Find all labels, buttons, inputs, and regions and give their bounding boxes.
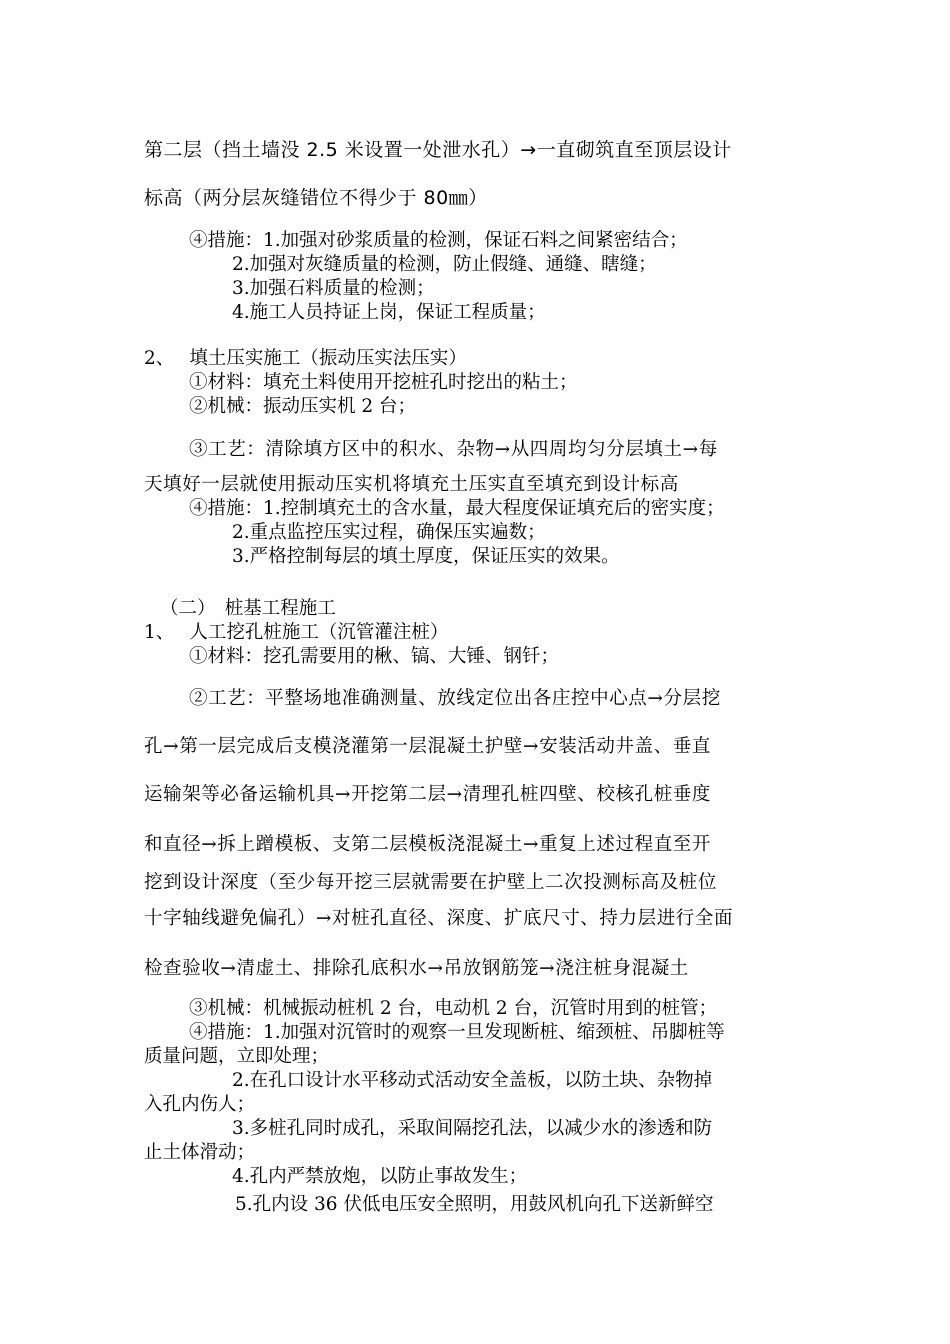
text-line: 4.孔内严禁放炮，以防止事故发生； — [232, 1166, 528, 1187]
text-line: 2.重点监控压实过程，确保压实遍数； — [232, 522, 546, 543]
text-line: 3.加强石料质量的检测； — [232, 278, 435, 299]
text-line: 质量问题，立即处理； — [144, 1046, 330, 1067]
text-line: 5.孔内设 36 伏低电压安全照明，用鼓风机向孔下送新鲜空 — [235, 1194, 714, 1215]
text-line: ④措施：1.加强对沉管时的观察一旦发现断桩、缩颈桩、吊脚桩等 — [189, 1022, 725, 1043]
text-line: 天填好一层就使用振动压实机将填充土压实直至填充到设计标高 — [144, 474, 679, 495]
text-line: ②机械：振动压实机 2 台； — [189, 396, 417, 417]
text-line: 第二层（挡土墙没 2.5 米设置一处泄水孔）→一直砌筑直至顶层设计 — [144, 139, 732, 161]
text-line: 十字轴线避免偏孔）→对桩孔直径、深度、扩底尺寸、持力层进行全面 — [144, 908, 734, 929]
text-line: ③机械：机械振动桩机 2 台，电动机 2 台，沉管时用到的桩管； — [189, 998, 718, 1019]
text-line: 运输架等必备运输机具→开挖第二层→清理孔桩四壁、校核孔桩垂度 — [144, 784, 712, 805]
text-line: ③工艺：清除填方区中的积水、杂物→从四周均匀分层填土→每 — [189, 439, 718, 460]
text-line: ④措施：1.加强对砂浆质量的检测，保证石料之间紧密结合； — [189, 230, 688, 251]
text-line: 检查验收→清虚土、排除孔底积水→吊放钢筋笼→浇注桩身混凝土 — [144, 958, 689, 979]
section-heading: 1、 人工挖孔桩施工（沉管灌注桩） — [144, 622, 449, 643]
text-line: 4.施工人员持证上岗，保证工程质量； — [232, 302, 546, 323]
text-line: ①材料：挖孔需要用的楸、镐、大锤、钢钎； — [189, 646, 560, 667]
text-line: 挖到设计深度（至少每开挖三层就需要在护壁上二次投测标高及桩位 — [144, 872, 718, 893]
text-line: 3.多桩孔同时成孔，采取间隔挖孔法，以减少水的渗透和防 — [232, 1118, 713, 1139]
section-heading: （二） 桩基工程施工 — [160, 598, 336, 619]
text-line: 2.在孔口设计水平移动式活动安全盖板，以防土块、杂物掉 — [232, 1070, 713, 1091]
text-line: 2.加强对灰缝质量的检测，防止假缝、通缝、瞎缝； — [232, 254, 657, 275]
text-line: 止土体滑动； — [144, 1142, 256, 1163]
text-line: 入孔内伤人； — [144, 1094, 256, 1115]
text-line: ④措施：1.控制填充土的含水量，最大程度保证填充后的密实度； — [189, 498, 725, 519]
text-line: 和直径→拆上蹭模板、支第二层模板浇混凝土→重复上述过程直至开 — [144, 834, 712, 855]
text-line: ①材料：填充土料使用开挖桩孔时挖出的粘土； — [189, 372, 578, 393]
text-line: 3.严格控制每层的填土厚度，保证压实的效果。 — [232, 546, 620, 567]
text-line: ②工艺：平整场地准确测量、放线定位出各庄控中心点→分层挖 — [189, 688, 721, 709]
section-heading: 2、 填土压实施工（振动压实法压实） — [144, 348, 467, 369]
text-line: 孔→第一层完成后支模浇灌第一层混凝土护壁→安装活动井盖、垂直 — [144, 736, 712, 757]
text-line: 标高（两分层灰缝错位不得少于 80㎜） — [144, 187, 488, 209]
